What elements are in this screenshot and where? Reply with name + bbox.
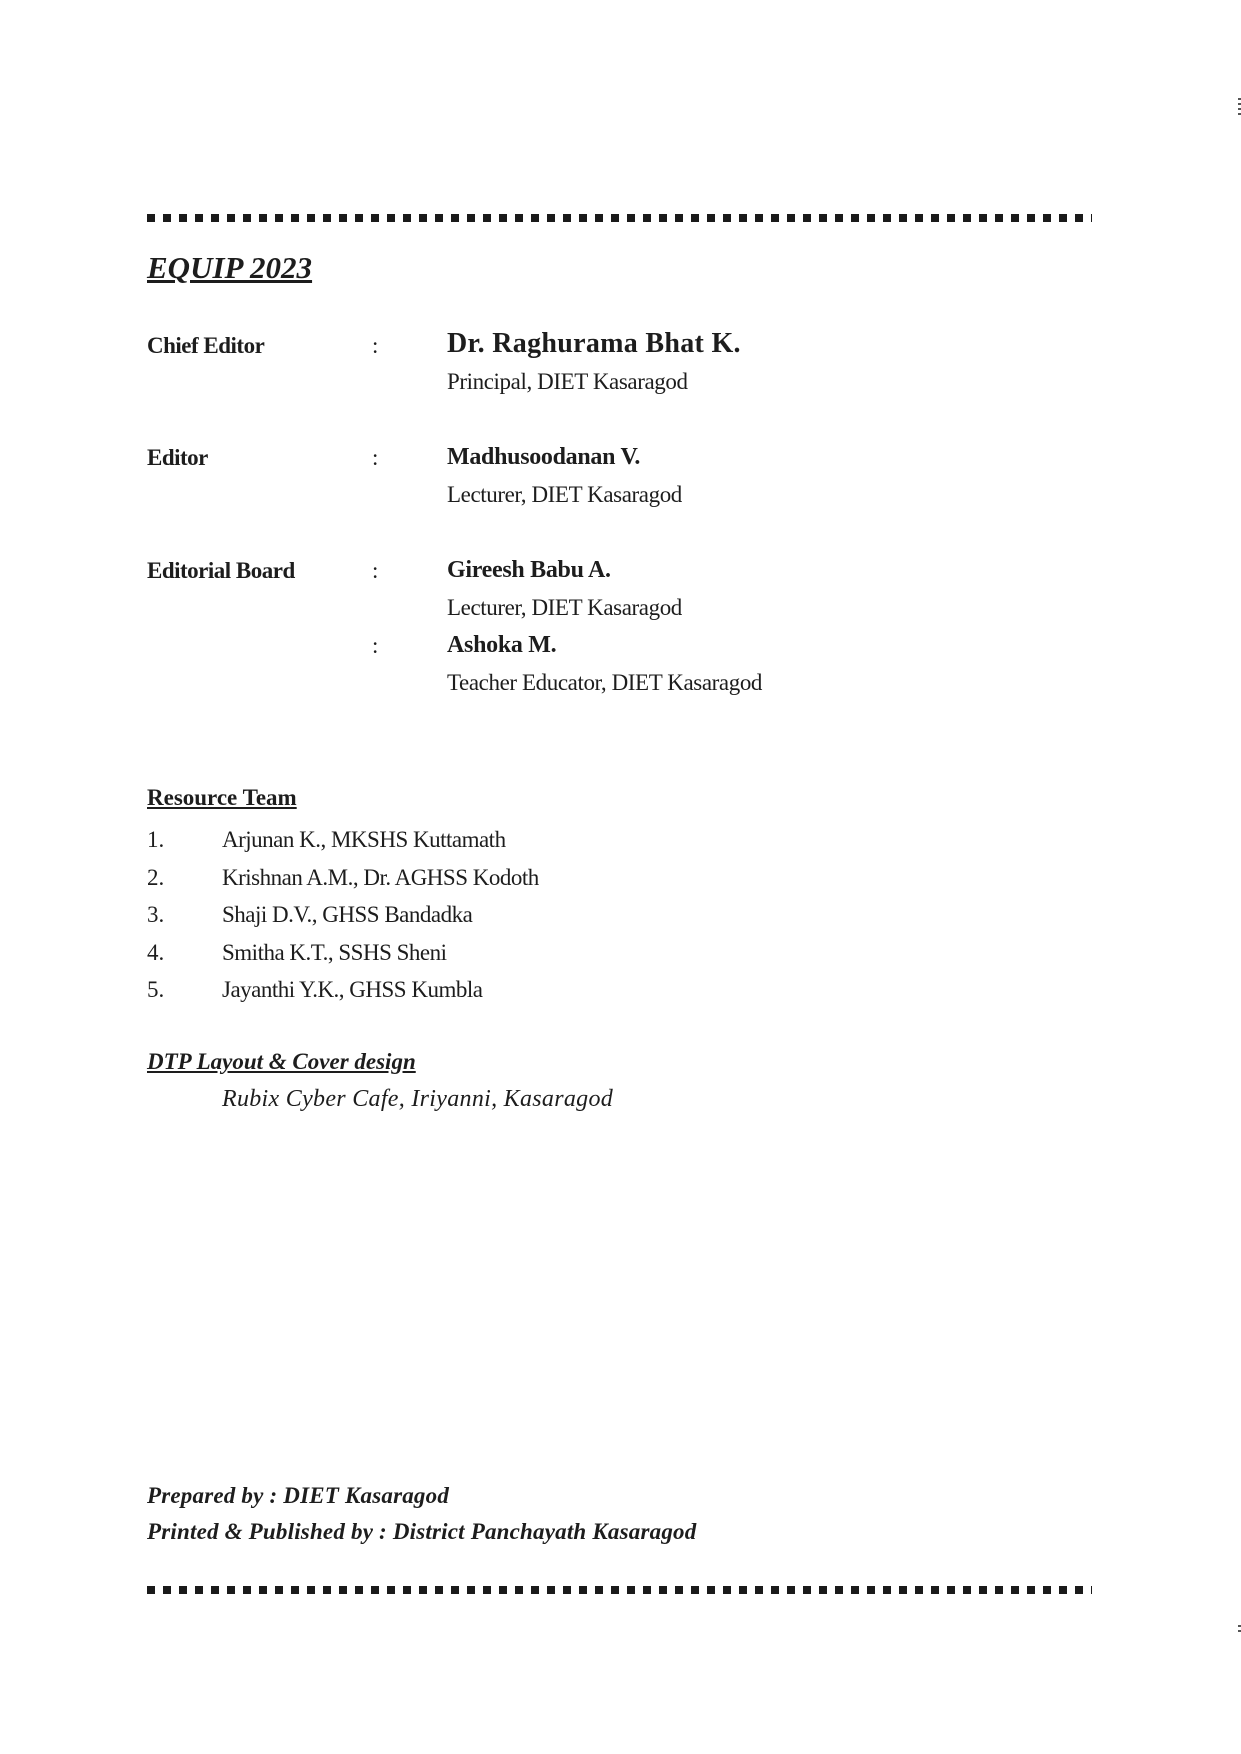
editor-colon: : [372, 445, 379, 470]
resource-team-member: Jayanthi Y.K., GHSS Kumbla [222, 977, 483, 1002]
resource-team-number: 1. [147, 827, 165, 852]
editor-designation: Lecturer, DIET Kasaragod [447, 482, 682, 507]
resource-team-heading: Resource Team [147, 785, 297, 810]
editor-label: Editor [147, 445, 208, 470]
chief-editor-designation: Principal, DIET Kasaragod [447, 369, 688, 394]
editorial-board-label: Editorial Board [147, 558, 295, 583]
resource-team-member: Krishnan A.M., Dr. AGHSS Kodoth [222, 865, 539, 890]
resource-team-number: 5. [147, 977, 165, 1002]
resource-team-number: 4. [147, 940, 165, 965]
chief-editor-name: Dr. Raghurama Bhat K. [447, 328, 741, 359]
editorial-board-colon-2: : [372, 633, 379, 658]
editorial-board-member-name: Gireesh Babu A. [447, 557, 611, 583]
dtp-heading: DTP Layout & Cover design [147, 1049, 416, 1074]
resource-team-member: Smitha K.T., SSHS Sheni [222, 940, 447, 965]
bottom-dotted-rule [147, 1586, 1092, 1594]
resource-team-number: 2. [147, 865, 165, 890]
chief-editor-label: Chief Editor [147, 333, 265, 358]
published-by: Printed & Published by : District Panchayath Kasaragod [147, 1519, 697, 1544]
editorial-board-member-designation: Lecturer, DIET Kasaragod [447, 595, 682, 620]
resource-team-number: 3. [147, 902, 165, 927]
top-dotted-rule [147, 214, 1092, 222]
dtp-credit: Rubix Cyber Cafe, Iriyanni, Kasaragod [222, 1086, 614, 1112]
editorial-board-colon-1: : [372, 558, 379, 583]
chief-editor-colon: : [372, 333, 379, 358]
editor-name: Madhusoodanan V. [447, 444, 641, 470]
editorial-board-member-designation: Teacher Educator, DIET Kasaragod [447, 670, 763, 695]
resource-team-member: Shaji D.V., GHSS Bandadka [222, 902, 473, 927]
document-title: EQUIP 2023 [147, 250, 313, 285]
editorial-board-member-name: Ashoka M. [447, 632, 557, 658]
resource-team-member: Arjunan K., MKSHS Kuttamath [222, 827, 506, 852]
prepared-by: Prepared by : DIET Kasaragod [147, 1483, 450, 1508]
